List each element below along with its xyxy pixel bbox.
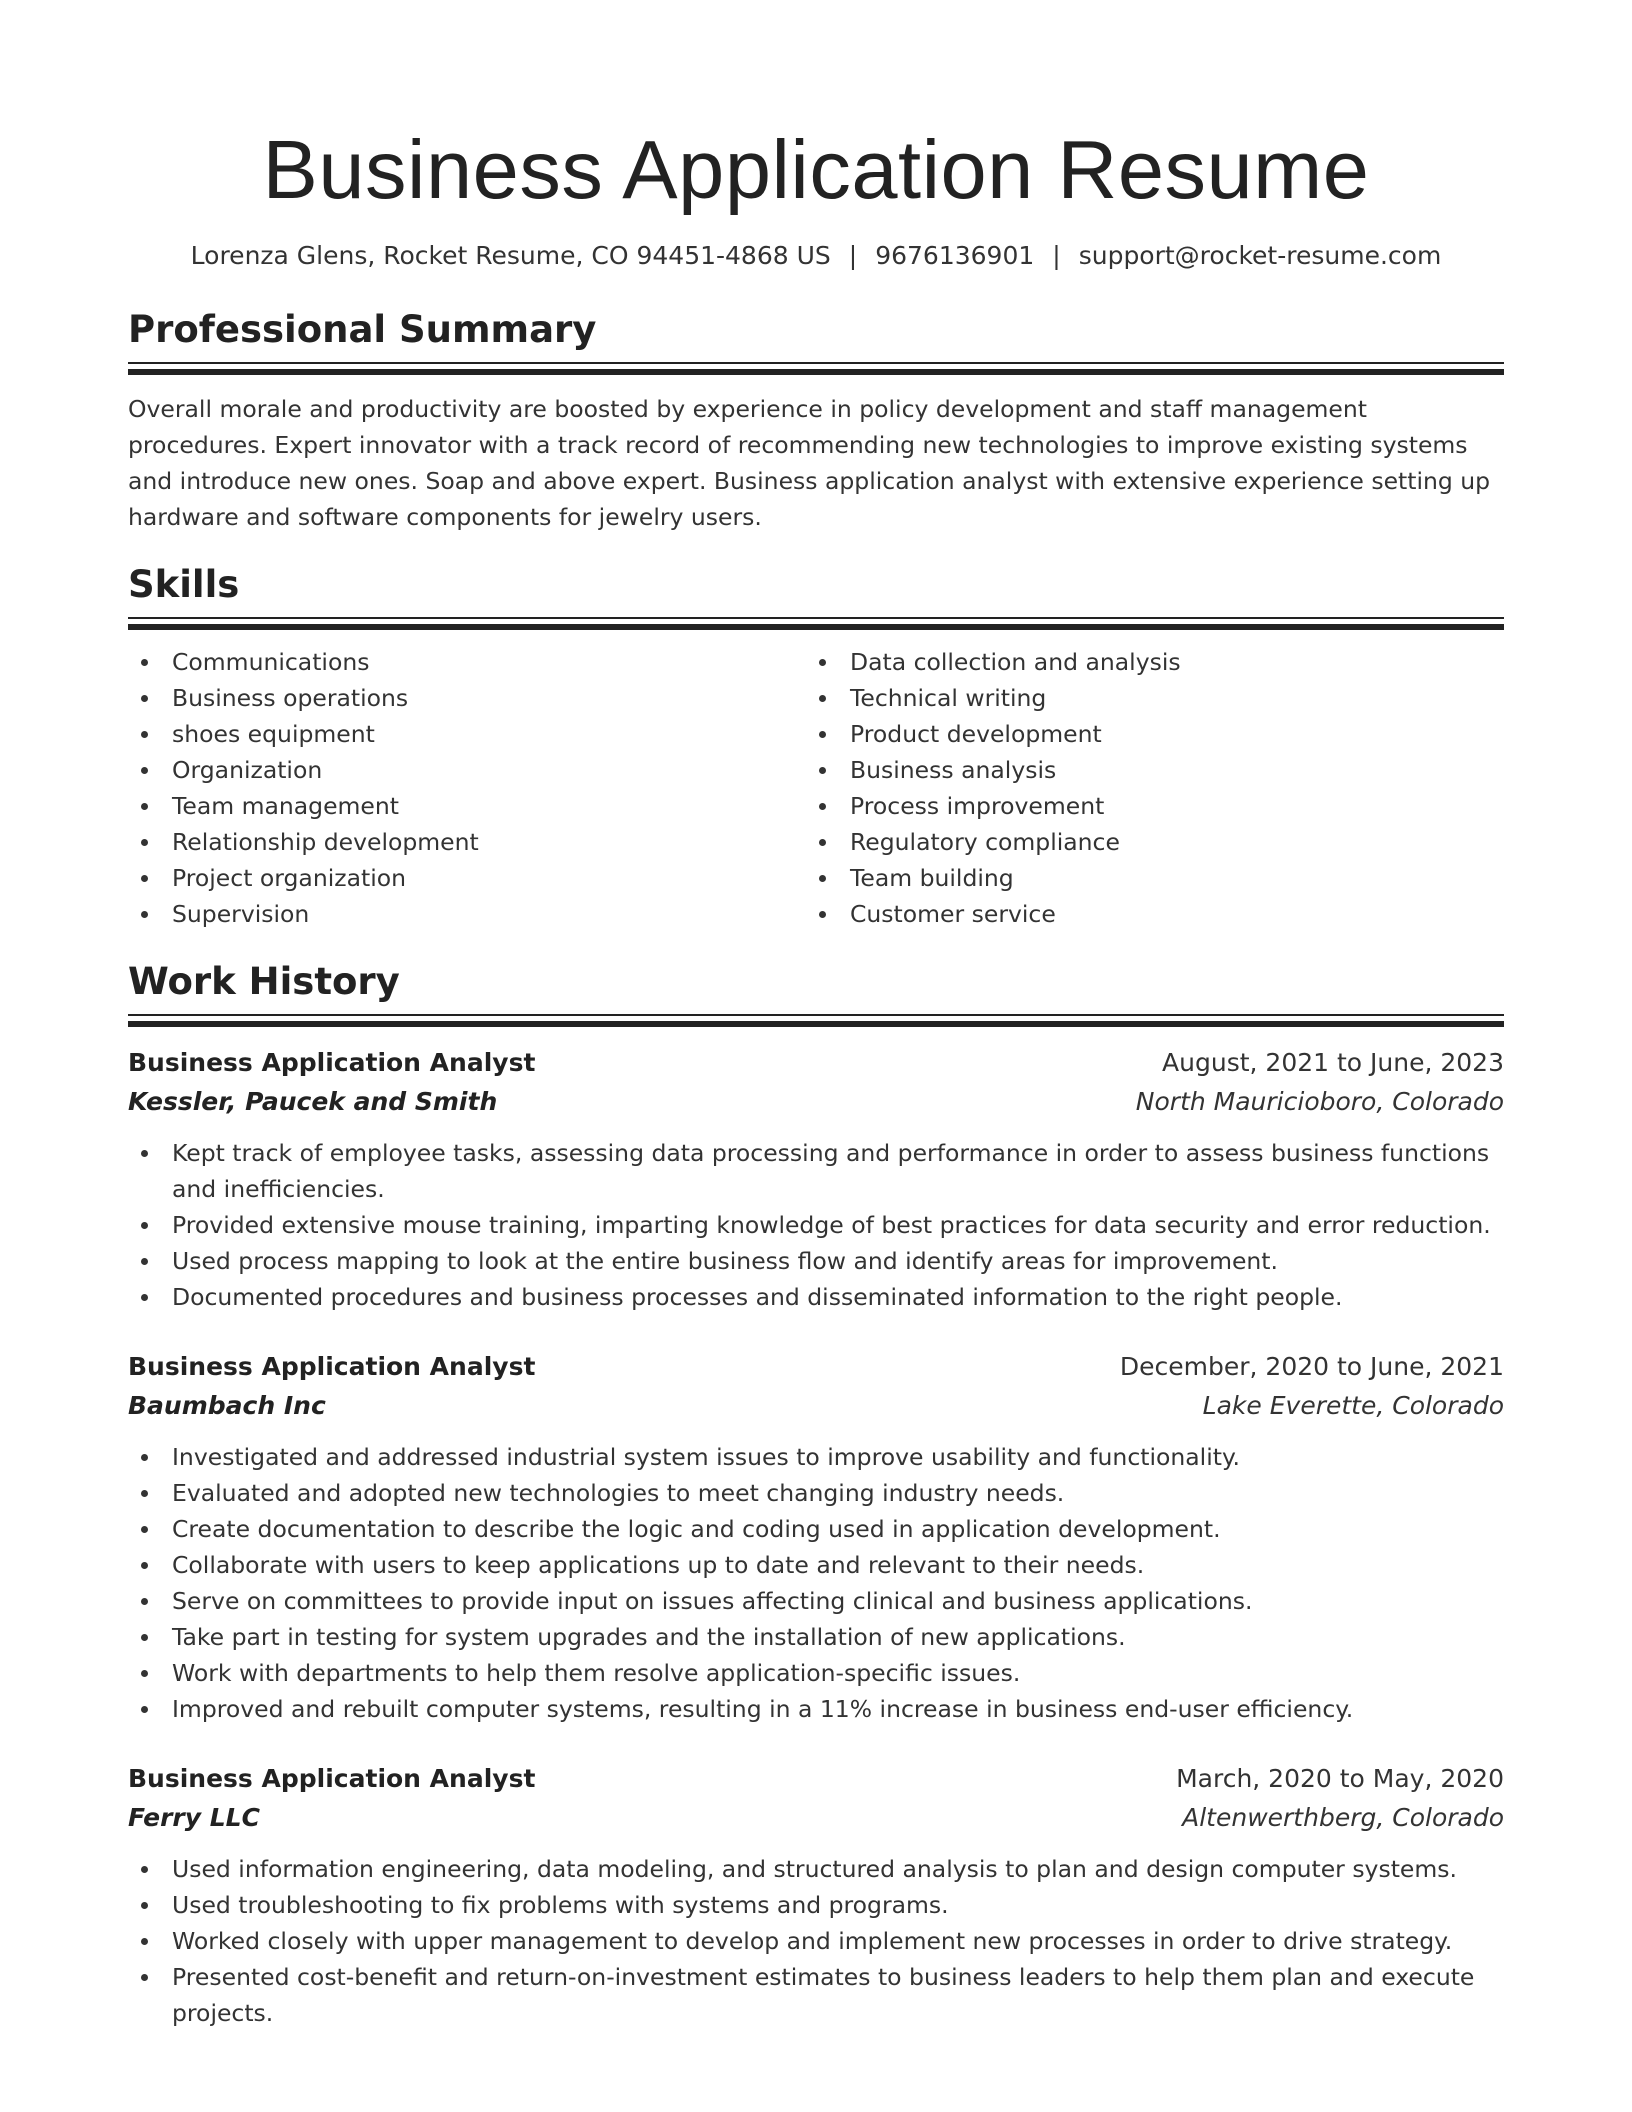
resume-title: Business Application Resume — [262, 123, 1370, 216]
job-bullet: Work with departments to help them resolve application-specific issues. — [128, 1655, 1504, 1691]
skill-item: Business analysis — [806, 752, 1484, 788]
section-divider — [128, 1014, 1504, 1027]
contact-separator: | — [1052, 241, 1061, 270]
section-title-summary: Professional Summary — [128, 308, 597, 351]
contact-phone: 9676136901 — [875, 241, 1035, 270]
resume-page — [128, 120, 1504, 2031]
skill-item: Process improvement — [806, 788, 1484, 824]
job-bullet: Used troubleshooting to fix problems with systems and programs. — [128, 1887, 1504, 1923]
work-history-section — [128, 958, 1504, 2031]
contact-address: Lorenza Glens, Rocket Resume, CO 94451-4868 US — [190, 241, 831, 270]
skill-item: Technical writing — [806, 680, 1484, 716]
job-entry — [128, 1043, 1504, 1315]
job-bullets — [128, 1851, 1504, 2031]
job-bullet: Evaluated and adopted new technologies to meet changing industry needs. — [128, 1475, 1504, 1511]
skills-column-left — [128, 644, 806, 932]
job-company-row — [128, 1799, 1504, 1837]
skill-item: shoes equipment — [128, 716, 806, 752]
skill-item: Project organization — [128, 860, 806, 896]
skill-item: Customer service — [806, 896, 1484, 932]
contact-email: support@rocket-resume.com — [1078, 241, 1442, 270]
skills-section — [128, 561, 1504, 932]
summary-section — [128, 306, 1504, 535]
job-location: North Mauricioboro, Colorado — [1135, 1087, 1504, 1116]
job-header-row — [128, 1759, 1504, 1799]
job-bullet: Documented procedures and business processes and disseminated information to the right people. — [128, 1279, 1504, 1315]
job-bullet: Collaborate with users to keep applications up to date and relevant to their needs. — [128, 1547, 1504, 1583]
section-title-skills: Skills — [128, 563, 240, 606]
skills-column-right — [806, 644, 1484, 932]
skill-item: Communications — [128, 644, 806, 680]
job-location: Altenwerthberg, Colorado — [1182, 1803, 1504, 1832]
skills-grid — [128, 644, 1504, 932]
job-title: Business Application Analyst — [128, 1048, 536, 1077]
skill-item: Team building — [806, 860, 1484, 896]
job-dates: August, 2021 to June, 2023 — [1162, 1048, 1504, 1077]
summary-text: Overall morale and productivity are boosted by experience in policy development and staff management procedures. Expert innovator with a track record of recommending new technologies to improve existing systems and introduce new ones. Soap and above expert. Business application analyst with extensive experience setting up hardware and software components for jewelry users. — [128, 395, 1491, 531]
job-bullet: Investigated and addressed industrial system issues to improve usability and functionality. — [128, 1439, 1504, 1475]
job-title: Business Application Analyst — [128, 1764, 536, 1793]
job-bullet: Provided extensive mouse training, imparting knowledge of best practices for data security and error reduction. — [128, 1207, 1504, 1243]
skill-item: Data collection and analysis — [806, 644, 1484, 680]
job-bullet: Used information engineering, data modeling, and structured analysis to plan and design computer systems. — [128, 1851, 1504, 1887]
skill-item: Regulatory compliance — [806, 824, 1484, 860]
job-entry — [128, 1347, 1504, 1727]
job-company-row — [128, 1083, 1504, 1121]
job-company-row — [128, 1387, 1504, 1425]
section-divider — [128, 617, 1504, 630]
skill-item: Relationship development — [128, 824, 806, 860]
job-bullet: Used process mapping to look at the entire business flow and identify areas for improvement. — [128, 1243, 1504, 1279]
skill-item: Product development — [806, 716, 1484, 752]
section-title-work-history: Work History — [128, 960, 400, 1003]
skill-item: Business operations — [128, 680, 806, 716]
job-header-row — [128, 1043, 1504, 1083]
job-bullet: Presented cost-benefit and return-on-investment estimates to business leaders to help them plan and execute projects. — [128, 1959, 1504, 2031]
job-dates: March, 2020 to May, 2020 — [1176, 1764, 1504, 1793]
job-bullet: Kept track of employee tasks, assessing data processing and performance in order to assess business functions and inefficiencies. — [128, 1135, 1504, 1207]
job-bullet: Improved and rebuilt computer systems, resulting in a 11% increase in business end-user efficiency. — [128, 1691, 1504, 1727]
job-list — [128, 1043, 1504, 2031]
job-bullet: Serve on committees to provide input on issues affecting clinical and business applications. — [128, 1583, 1504, 1619]
skill-item: Organization — [128, 752, 806, 788]
job-title: Business Application Analyst — [128, 1352, 536, 1381]
job-company: Kessler, Paucek and Smith — [128, 1087, 498, 1116]
job-location: Lake Everette, Colorado — [1202, 1391, 1504, 1420]
job-company: Ferry LLC — [128, 1803, 260, 1832]
job-bullets — [128, 1135, 1504, 1315]
job-entry — [128, 1759, 1504, 2031]
contact-separator: | — [848, 241, 858, 270]
job-bullet: Worked closely with upper management to develop and implement new processes in order to drive strategy. — [128, 1923, 1504, 1959]
job-bullet: Take part in testing for system upgrades and the installation of new applications. — [128, 1619, 1504, 1655]
job-bullets — [128, 1439, 1504, 1727]
skill-item: Team management — [128, 788, 806, 824]
skill-item: Supervision — [128, 896, 806, 932]
job-bullet: Create documentation to describe the logic and coding used in application development. — [128, 1511, 1504, 1547]
contact-line — [128, 238, 1504, 274]
section-divider — [128, 362, 1504, 375]
job-company: Baumbach Inc — [128, 1391, 326, 1420]
job-dates: December, 2020 to June, 2021 — [1119, 1352, 1504, 1381]
job-header-row — [128, 1347, 1504, 1387]
